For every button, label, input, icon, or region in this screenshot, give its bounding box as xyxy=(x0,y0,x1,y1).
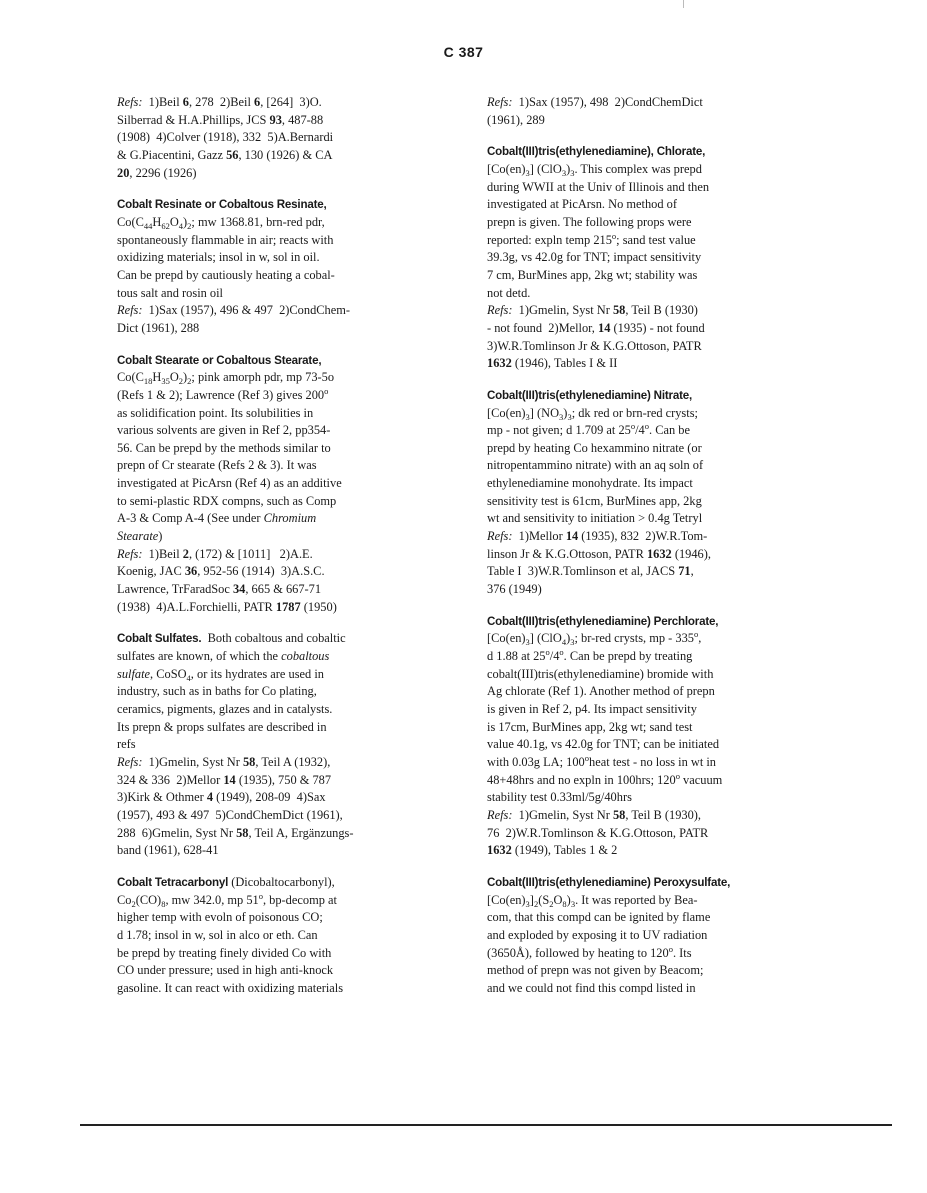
text-line: Refs: 1)Beil 2, (172) & [1011] 2)A.E. xyxy=(117,546,313,561)
text-line: gasoline. It can react with oxidizing materials xyxy=(117,980,344,995)
text-line: 3)Kirk & Othmer 4 (1949), 208-09 4)Sax xyxy=(117,790,326,805)
text-line: band (1961), 628-41 xyxy=(117,843,219,858)
text-line: $[Co(en)_3]$ $(ClO_3)_3$. This complex was prepd xyxy=(487,161,702,178)
text-line: Stearate) xyxy=(117,529,163,544)
text-line: 376 (1949) xyxy=(487,582,542,597)
text-line: Cobalt Stearate or Cobaltous Stearate, xyxy=(117,353,322,367)
text-line: 56. Can be prepd by the methods similar to xyxy=(117,440,331,455)
text-line: reported: expln temp 215$^o$; sand test value xyxy=(487,230,696,247)
text-line: tous salt and rosin oil xyxy=(117,285,224,300)
text-line: as solidification point. Its solubilities in xyxy=(117,405,314,420)
entry-cobalt-tetracarbonyl xyxy=(117,874,439,998)
text-line: Table I 3)W.R.Tomlinson et al, JACS 71, xyxy=(487,564,694,579)
text-line: 3)W.R.Tomlinson Jr & K.G.Ottoson, PATR xyxy=(487,338,702,353)
text-line: and we could not find this compd listed in xyxy=(487,980,696,995)
text-line: Lawrence, TrFaradSoc 34, 665 & 667-71 xyxy=(117,582,322,597)
text-line: oxidizing materials; insol in w, sol in oil. xyxy=(117,250,320,265)
text-line: (1957), 493 & 497 5)CondChemDict (1961), xyxy=(117,807,343,822)
text-line: Dict (1961), 288 xyxy=(117,320,200,335)
text-line: Cobalt(III)tris(ethylenediamine) Nitrate, xyxy=(487,388,693,402)
text-line: Refs: 1)Beil 6, 278 2)Beil 6, [264] 3)O. xyxy=(117,95,322,109)
text-line: $[Co(en)_3]_2(S_2O_8)_3$. It was reported by Bea- xyxy=(487,892,698,909)
text-line: Ag chlorate (Ref 1). Another method of prepn xyxy=(487,684,715,699)
text-line: various solvents are given in Ref 2, pp354- xyxy=(117,423,331,438)
text-line: be prepd by treating finely divided Co with xyxy=(117,945,332,960)
text-line: $[Co(en)_3]$ $(NO_3)_3$; dk red or brn-red crysts; xyxy=(487,405,698,422)
text-line: $[Co(en)_3]$ $(ClO_4)_3$; br-red crysts, mp - 335$^o$, xyxy=(487,629,702,648)
text-line: Cobalt Resinate or Cobaltous Resinate, xyxy=(117,198,327,212)
text-line: sensitivity test is 61cm, BurMines app, 2kg xyxy=(487,493,702,508)
entry-cobalt-chlorate xyxy=(487,143,812,373)
text-line: is given in Ref 2, p4. Its impact sensitivity xyxy=(487,702,697,716)
text-line: A-3 & Comp A-4 (See under Chromium xyxy=(117,511,317,526)
text-line: d 1.78; insol in w, sol in alco or eth. Can xyxy=(117,927,318,942)
text-line: 76 2)W.R.Tomlinson & K.G.Ottoson, PATR xyxy=(487,825,709,840)
text-line: with 0.03g LA; 100$^o$heat test - no loss in wt in xyxy=(487,752,716,769)
text-line: ethylenediamine monohydrate. Its impact xyxy=(487,476,693,491)
text-line: wt and sensitivity to initiation > 0.4g Tetryl xyxy=(487,511,703,526)
text-line: is 17cm, BurMines app, 2kg wt; sand test xyxy=(487,719,693,734)
text-line: method of prepn was not given by Beacom; xyxy=(487,963,704,978)
text-line: Its prepn & props sulfates are described in xyxy=(117,719,327,734)
text-line: mp - not given; d 1.709 at 25$^o$/4$^o$. Can be xyxy=(487,421,690,438)
text-line: (1961), 289 xyxy=(487,112,545,127)
text-line: during WWII at the Univ of Illinois and then xyxy=(487,179,710,194)
text-line: industry, such as in baths for Co plating, xyxy=(117,684,317,699)
text-line: nitropentammino nitrate) with an aq soln of xyxy=(487,458,704,473)
text-line: Cobalt Tetracarbonyl (Dicobaltocarbonyl), xyxy=(117,874,335,889)
entry-cobalt-refs-right-top xyxy=(487,94,812,129)
text-line: linson Jr & K.G.Ottoson, PATR 1632 (1946), xyxy=(487,546,711,561)
text-line: (1938) 4)A.L.Forchielli, PATR 1787 (1950) xyxy=(117,599,337,614)
text-line: stability test 0.33ml/5g/40hrs xyxy=(487,790,632,805)
right-column xyxy=(487,94,812,1012)
left-column xyxy=(117,94,439,1012)
text-line: Cobalt(III)tris(ethylenediamine) Perchlorate, xyxy=(487,614,719,628)
entry-cobalt-sulfates xyxy=(117,630,439,860)
text-line: $Co_2(CO)_8$, mw 342.0, mp 51$^o$, bp-decomp at xyxy=(117,890,337,909)
text-line: Refs: 1)Gmelin, Syst Nr 58, Teil A (1932), xyxy=(117,754,331,769)
text-line: Refs: 1)Gmelin, Syst Nr 58, Teil B (1930) xyxy=(487,303,698,318)
text-line: Can be prepd by cautiously heating a cobal- xyxy=(117,267,335,282)
text-line: 324 & 336 2)Mellor 14 (1935), 750 & 787 xyxy=(117,772,332,787)
page-number: C 387 xyxy=(443,44,484,60)
text-line: prepn of Cr stearate (Refs 2 & 3). It was xyxy=(117,458,317,473)
text-line: (Refs 1 & 2); Lawrence (Ref 3) gives 200$^o$ xyxy=(117,385,329,402)
text-line: 288 6)Gmelin, Syst Nr 58, Teil A, Ergänzungs- xyxy=(117,825,354,840)
text-line: Koenig, JAC 36, 952-56 (1914) 3)A.S.C. xyxy=(117,564,325,579)
text-line: prepn is given. The following props were xyxy=(487,214,692,229)
text-line: Refs: 1)Gmelin, Syst Nr 58, Teil B (1930), xyxy=(487,807,702,822)
text-line: ceramics, pigments, glazes and in catalysts. xyxy=(117,702,333,716)
text-line: prepd by heating Co hexammino nitrate (or xyxy=(487,440,702,455)
text-line: Refs: 1)Sax (1957), 496 & 497 2)CondChem- xyxy=(117,303,350,318)
text-line: com, that this compd can be ignited by flame xyxy=(487,910,711,925)
text-line: refs xyxy=(117,737,136,752)
text-line: 39.3g, vs 42.0g for TNT; impact sensitivity xyxy=(487,250,702,265)
text-line: Silberrad & H.A.Phillips, JCS 93, 487-88 xyxy=(117,112,324,127)
text-line: and exploded by exposing it to UV radiation xyxy=(487,927,708,942)
text-line: investigated at PicArsn (Ref 4) as an additive xyxy=(117,476,342,491)
text-line: d 1.88 at 25$^o$/4$^o$. Can be prepd by treating xyxy=(487,647,693,664)
footer-rule xyxy=(80,1124,892,1126)
text-line: Cobalt(III)tris(ethylenediamine), Chlorate, xyxy=(487,145,706,159)
text-line: - not found 2)Mellor, 14 (1935) - not found xyxy=(487,320,705,335)
text-line: Refs: 1)Sax (1957), 498 2)CondChemDict xyxy=(487,95,703,109)
entry-cobalt-peroxysulfate xyxy=(487,874,812,998)
text-line: to semi-plastic RDX compns, such as Comp xyxy=(117,493,337,508)
text-line: CO under pressure; used in high anti-knock xyxy=(117,963,334,978)
text-line: $Co(C_{18}H_{35}O_2)_2$; pink amorph pdr, mp 73-5o xyxy=(117,370,335,387)
text-line: not detd. xyxy=(487,285,531,300)
text-line: $Co(C_{44}H_{62}O_4)_2$; mw 1368.81, brn-red pdr, xyxy=(117,214,325,231)
entry-cobalt-nitrate xyxy=(487,387,812,599)
text-line: value 40.1g, vs 42.0g for TNT; can be initiated xyxy=(487,737,720,752)
text-line: sulfates are known, of which the cobaltous xyxy=(117,649,330,664)
text-line: investigated at PicArsn. No method of xyxy=(487,197,677,212)
text-line: Cobalt Sulfates. Both cobaltous and cobaltic xyxy=(117,631,346,646)
entry-cobalt-refs-top xyxy=(117,94,439,182)
text-line: sulfate, CoSO$_4$, or its hydrates are used in xyxy=(117,666,324,683)
text-line: (3650Å), followed by heating to 120$^o$. Its xyxy=(487,943,692,960)
text-line: spontaneously flammable in air; reacts with xyxy=(117,232,334,247)
text-line: Cobalt(III)tris(ethylenediamine) Peroxysulfate, xyxy=(487,875,731,889)
entry-cobalt-perchlorate xyxy=(487,613,812,860)
text-line: higher temp with evoln of poisonous CO; xyxy=(117,910,323,925)
text-line: 48+48hrs and no expln in 100hrs; 120$^o$ vacuum xyxy=(487,770,723,787)
text-line: 7 cm, BurMines app, 2kg wt; stability was xyxy=(487,267,698,282)
text-line: 1632 (1946), Tables I & II xyxy=(487,356,618,371)
text-line: cobalt(III)tris(ethylenediamine) bromide with xyxy=(487,666,714,681)
text-line: & G.Piacentini, Gazz 56, 130 (1926) & CA xyxy=(117,147,333,162)
text-line: (1908) 4)Colver (1918), 332 5)A.Bernardi xyxy=(117,130,334,145)
text-line: 1632 (1949), Tables 1 & 2 xyxy=(487,843,618,858)
entry-cobalt-resinate xyxy=(117,196,439,337)
text-line: 20, 2296 (1926) xyxy=(117,165,197,180)
scan-edge-mark xyxy=(683,0,684,8)
text-line: Refs: 1)Mellor 14 (1935), 832 2)W.R.Tom- xyxy=(487,529,708,544)
entry-cobalt-stearate xyxy=(117,352,439,617)
